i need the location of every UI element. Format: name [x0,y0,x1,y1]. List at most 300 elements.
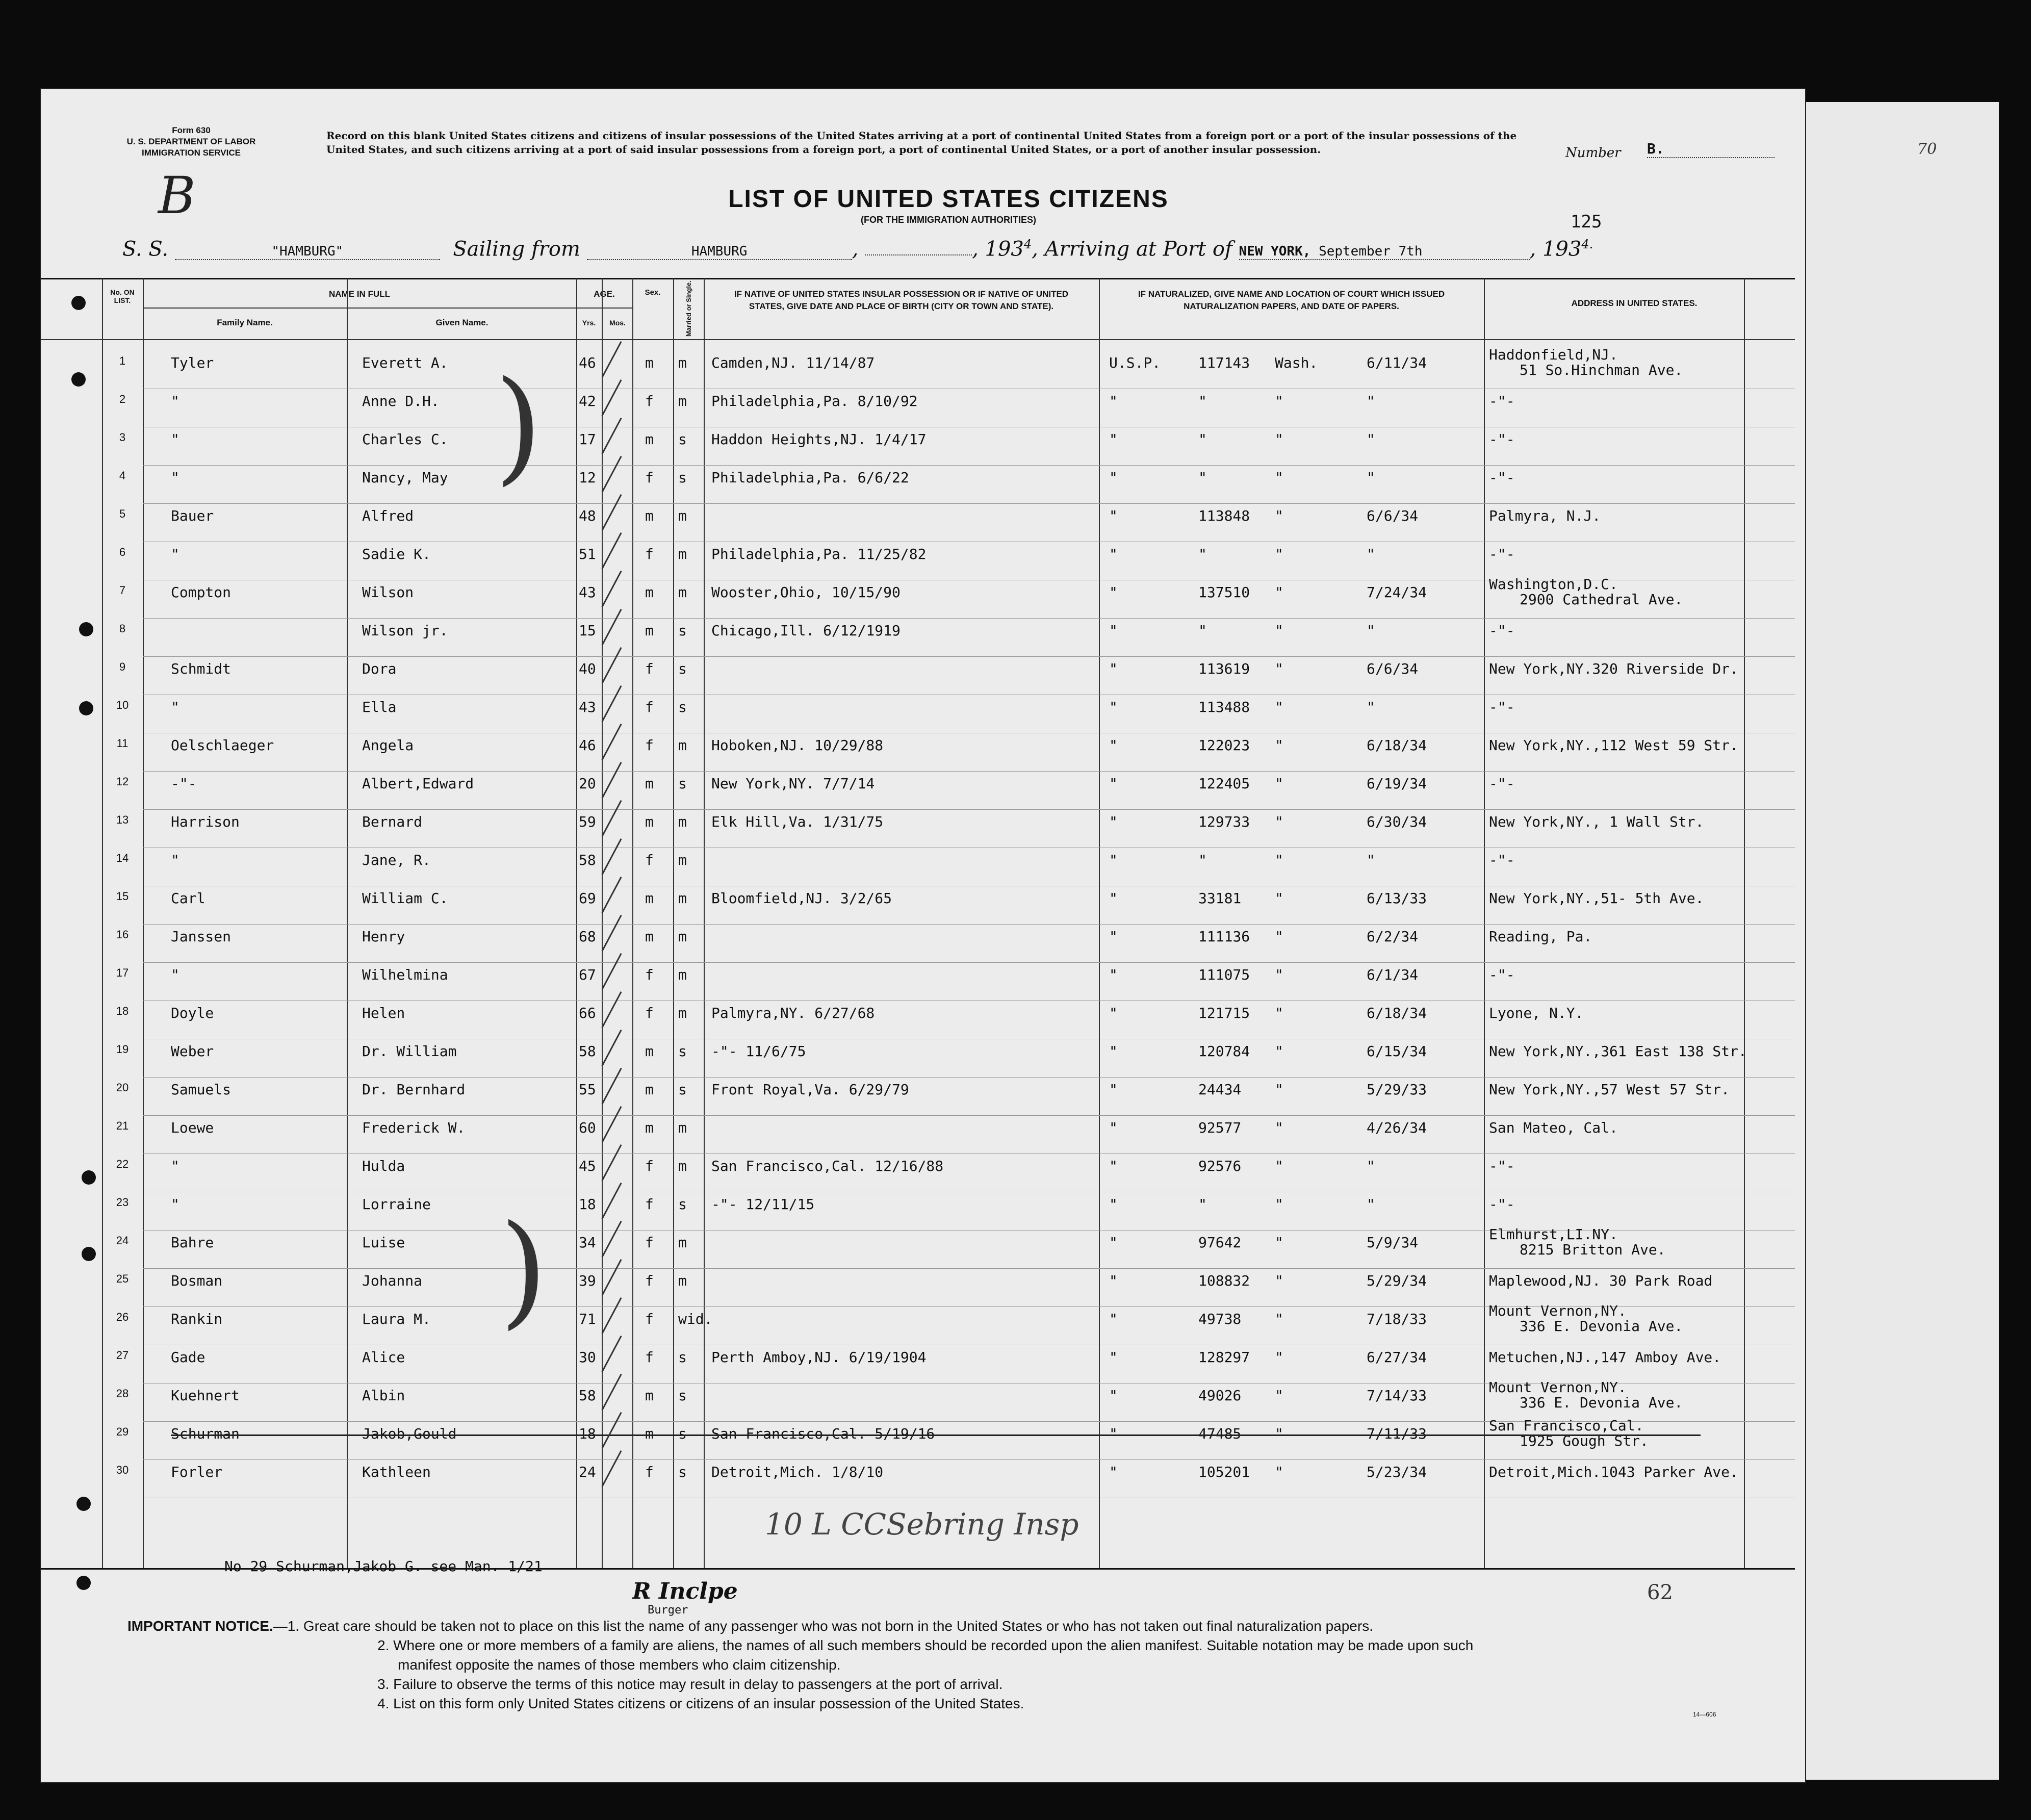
department: U. S. DEPARTMENT OF LABOR [126,137,256,146]
sex: f [645,660,654,677]
arriving-label: Arriving at Port of [1044,237,1232,261]
nat-number: 92577 [1198,1119,1242,1136]
family-name: Bahre [171,1234,214,1251]
arrival-port: NEW YORK, [1239,244,1311,260]
given-name: William C. [362,890,448,907]
marital-status: m [678,546,687,562]
birth-info: Wooster,Ohio, 10/15/90 [711,584,901,601]
sex: m [645,354,654,371]
row-rule [143,962,1795,963]
nat-date: 6/13/33 [1367,890,1427,907]
age-years: 67 [579,966,596,983]
given-name: Lorraine [362,1196,431,1213]
check-tick [601,877,622,913]
nat-number: 24434 [1198,1081,1242,1098]
address-line-1: -"- [1489,393,1515,409]
family-name: Janssen [171,928,232,945]
address-line-1: -"- [1489,966,1515,983]
nat-location: " [1275,813,1283,830]
nat-date: 5/9/34 [1367,1234,1419,1251]
row-rule [143,809,1795,810]
nat-court: " [1109,1158,1118,1174]
given-name: Luise [362,1234,405,1251]
check-tick [601,379,622,416]
family-name: Bosman [171,1272,223,1289]
marital-status: m [678,928,687,945]
nat-number: 47485 [1198,1425,1242,1442]
age-years: 69 [579,890,596,907]
nat-court: " [1109,584,1118,601]
age-years: 17 [579,431,596,448]
nat-number: 33181 [1198,890,1242,907]
col-no [102,278,144,339]
signature-sub: Burger [648,1604,688,1617]
nat-court: " [1109,1464,1118,1480]
nat-location: " [1275,469,1283,486]
check-tick [601,1144,622,1181]
check-tick [601,953,622,990]
col-birth [704,278,1100,339]
binding-hole [82,1170,96,1185]
address-line-1: San Mateo, Cal. [1489,1119,1618,1136]
sex: m [645,622,654,639]
row-no: 8 [119,622,126,635]
age-years: 30 [579,1349,596,1366]
marital-status: m [678,1119,687,1136]
address-line-1: -"- [1489,1196,1515,1213]
nat-location: " [1275,393,1283,409]
number-label: Number [1565,145,1621,161]
given-name: Wilson [362,584,414,601]
sex: m [645,1081,654,1098]
nat-location: " [1275,737,1283,754]
family-name: " [171,966,179,983]
given-name: Henry [362,928,405,945]
nat-number: 111075 [1198,966,1250,983]
nat-location: " [1275,1425,1283,1442]
vline [1484,278,1485,1568]
check-tick [601,991,622,1028]
col-mos-label: Mos. [609,319,626,327]
form-number: Form 630 [172,125,211,135]
birth-info: Palmyra,NY. 6/27/68 [711,1005,875,1021]
sex: f [645,699,654,715]
family-name: Forler [171,1464,223,1480]
nat-date: 4/26/34 [1367,1119,1427,1136]
sex: f [645,1464,654,1480]
nat-court: " [1109,1387,1118,1404]
sex: f [645,966,654,983]
col-name-label: NAME IN FULL [143,278,576,309]
binding-hole [76,1497,91,1511]
service-name: IMMIGRATION SERVICE [142,148,241,158]
check-tick [601,1450,622,1487]
nat-number: " [1198,1196,1207,1213]
sex: f [645,393,654,409]
nat-location: " [1275,507,1283,524]
nat-number: 128297 [1198,1349,1250,1366]
row-rule [143,1268,1795,1269]
marital-status: m [678,507,687,524]
address-line-1: -"- [1489,775,1515,792]
row-no: 10 [116,699,129,711]
row-no: 26 [116,1311,129,1323]
birth-info: Philadelphia,Pa. 8/10/92 [711,393,918,409]
arrival-date: September 7th [1319,244,1423,260]
nat-number: " [1198,546,1207,562]
notice-4: 4. List on this form only United States citizens or citizens of an insular possession of the United States. [377,1696,1024,1711]
strike-through [171,1434,1701,1436]
page-title: LIST OF UNITED STATES CITIZENS [728,186,1169,213]
sex: f [645,1196,654,1213]
address-line-1: New York,NY.,361 East 138 Str. [1489,1043,1747,1060]
family-name: Oelschlaeger [171,737,274,754]
row-rule [143,771,1795,772]
given-name: Everett A. [362,354,448,371]
sex: f [645,1311,654,1327]
marital-status: s [678,1196,687,1213]
signature: R Inclpe [632,1578,738,1604]
year-suffix-1: 4 [1023,237,1032,251]
nat-court: " [1109,1234,1118,1251]
address-line-2: 8215 Britton Ave. [1520,1241,1666,1258]
nat-number: 105201 [1198,1464,1250,1480]
given-name: Dr. William [362,1043,457,1060]
nat-number: " [1198,852,1207,868]
nat-location: " [1275,1043,1283,1060]
row-rule [143,1153,1795,1154]
age-years: 18 [579,1196,596,1213]
birth-info: Haddon Heights,NJ. 1/4/17 [711,431,927,448]
nat-number: 113848 [1198,507,1250,524]
row-no: 25 [116,1272,129,1285]
nat-location: " [1275,660,1283,677]
sex: m [645,813,654,830]
family-name: " [171,852,179,868]
vline [347,278,348,1568]
birth-info: Philadelphia,Pa. 6/6/22 [711,469,909,486]
col-sex [632,278,674,339]
nat-number: 113488 [1198,699,1250,715]
nat-number: " [1198,622,1207,639]
sex: m [645,1387,654,1404]
nat-court: " [1109,1311,1118,1327]
nat-date: 6/6/34 [1367,660,1419,677]
birth-info: Elk Hill,Va. 1/31/75 [711,813,884,830]
row-no: 5 [119,507,126,520]
nat-court: " [1109,890,1118,907]
check-tick [601,341,622,378]
page-subtitle: (FOR THE IMMIGRATION AUTHORITIES) [861,215,1036,225]
marital-status: m [678,852,687,868]
nat-location: " [1275,966,1283,983]
row-rule [143,924,1795,925]
row-rule [143,656,1795,657]
family-name: Compton [171,584,232,601]
nat-court: " [1109,928,1118,945]
notice-3: 3. Failure to observe the terms of this notice may result in delay to passengers at the port of arrival. [377,1676,1003,1692]
nat-date: 7/14/33 [1367,1387,1427,1404]
address-line-1: San Francisco,Cal. [1489,1417,1644,1434]
nat-court: " [1109,1349,1118,1366]
nat-location: " [1275,890,1283,907]
family-name: Kuehnert [171,1387,240,1404]
row-no: 6 [119,546,126,558]
sex: f [645,1234,654,1251]
address-line-2: 51 So.Hinchman Ave. [1520,362,1683,378]
nat-date: 5/29/33 [1367,1081,1427,1098]
nat-location: " [1275,622,1283,639]
family-bracket: ) [500,1198,548,1341]
row-no: 19 [116,1043,129,1056]
address-line-1: -"- [1489,622,1515,639]
nat-court: " [1109,469,1118,486]
age-years: 43 [579,699,596,715]
col-no-label: No. ON LIST. [110,288,135,304]
family-name: " [171,1158,179,1174]
marital-status: s [678,660,687,677]
vline [673,278,674,1568]
col-address-label: ADDRESS IN UNITED STATES. [1571,298,1698,308]
nat-location: " [1275,1081,1283,1098]
given-name: Albin [362,1387,405,1404]
given-name: Alice [362,1349,405,1366]
nat-court: " [1109,699,1118,715]
vline [102,278,103,1568]
sex: f [645,1272,654,1289]
binding-hole [82,1247,96,1261]
row-no: 4 [119,469,126,482]
marital-status: m [678,1272,687,1289]
given-name: Alfred [362,507,414,524]
marital-status: m [678,1234,687,1251]
nat-court: " [1109,622,1118,639]
nat-number: 137510 [1198,584,1250,601]
nat-date: 6/27/34 [1367,1349,1427,1366]
page-mark: 62 [1647,1581,1673,1604]
nat-location: " [1275,1349,1283,1366]
nat-court: " [1109,813,1118,830]
row-no: 15 [116,890,129,903]
address-line-1: Washington,D.C. [1489,576,1618,593]
nat-location: " [1275,584,1283,601]
age-years: 45 [579,1158,596,1174]
check-tick [601,571,622,607]
age-years: 46 [579,737,596,754]
nat-date: " [1367,699,1375,715]
address-line-1: Palmyra, N.J. [1489,507,1601,524]
age-years: 59 [579,813,596,830]
given-name: Jakob,Gould [362,1425,457,1442]
address-line-1: -"- [1489,852,1515,868]
nat-location: " [1275,431,1283,448]
col-married [673,278,705,339]
sex: f [645,469,654,486]
nat-location: " [1275,1311,1283,1327]
age-years: 20 [579,775,596,792]
nat-number: 92576 [1198,1158,1242,1174]
nat-number: 49026 [1198,1387,1242,1404]
age-years: 18 [579,1425,596,1442]
row-no: 27 [116,1349,129,1362]
sex: m [645,584,654,601]
nat-date: 6/15/34 [1367,1043,1427,1060]
check-tick [601,1259,622,1296]
check-tick [601,494,622,531]
age-years: 48 [579,507,596,524]
nat-location: " [1275,775,1283,792]
given-name: Hulda [362,1158,405,1174]
check-tick [601,762,622,799]
check-tick [601,418,622,454]
age-years: 58 [579,852,596,868]
age-years: 42 [579,393,596,409]
row-no: 21 [116,1119,129,1132]
address-line-2: 336 E. Devonia Ave. [1520,1394,1683,1411]
given-name: Kathleen [362,1464,431,1480]
family-name: Doyle [171,1005,214,1021]
age-years: 39 [579,1272,596,1289]
sex: m [645,1425,654,1442]
family-name: Samuels [171,1081,232,1098]
col-married-label: Married or Single. [684,280,692,337]
vline [602,278,603,1568]
address-line-1: Haddonfield,NJ. [1489,346,1618,363]
nat-date: 6/30/34 [1367,813,1427,830]
manifest-sheet [41,89,1937,1782]
instructions: Record on this blank United States citizens and citizens of insular possessions of the United States arriving at a port of continental United States from a foreign port or a port of the insular possessions of the United States, and such citizens arriving at a port of said insular possessions from a foreign port, a port of continental United States, or a port of another insular possession. [326,130,1517,156]
footnote: No 29 Schurman,Jakob G. see Man. 1/21 [224,1558,543,1575]
address-line-1: Mount Vernon,NY. [1489,1302,1627,1319]
nat-date: " [1367,1196,1375,1213]
sex: m [645,431,654,448]
row-no: 2 [119,393,126,405]
binding-hole [79,701,93,715]
marital-status: m [678,1005,687,1021]
nat-location: " [1275,1158,1283,1174]
given-name: Sadie K. [362,546,431,562]
check-tick [601,532,622,569]
family-name: Harrison [171,813,240,830]
marital-status: s [678,1081,687,1098]
address-line-1: Detroit,Mich.1043 Parker Ave. [1489,1464,1738,1480]
nat-number: 122023 [1198,737,1250,754]
family-name: " [171,1196,179,1213]
vline [1744,278,1745,1568]
notice-2: 2. Where one or more members of a family are aliens, the names of all such members should be recorded upon the alien manifest. Suitable notation may be made upon such [377,1637,1474,1653]
nat-court: " [1109,660,1118,677]
nat-number: 111136 [1198,928,1250,945]
sex: m [645,890,654,907]
birth-info: San Francisco,Cal. 12/16/88 [711,1158,944,1174]
row-no: 12 [116,775,129,788]
age-years: 46 [579,354,596,371]
family-name: Rankin [171,1311,223,1327]
row-no: 22 [116,1158,129,1170]
check-tick [601,915,622,952]
marital-status: wid. [678,1311,713,1327]
header-bottom-rule [41,339,1795,340]
sex: m [645,1119,654,1136]
age-years: 24 [579,1464,596,1480]
birth-info: Philadelphia,Pa. 11/25/82 [711,546,927,562]
nat-court: " [1109,1005,1118,1021]
check-tick [601,1412,622,1449]
given-name: Ella [362,699,397,715]
nat-court: " [1109,546,1118,562]
row-no: 1 [119,354,126,367]
row-no: 14 [116,852,129,864]
col-naturalized-label: IF NATURALIZED, GIVE NAME AND LOCATION OF COURT WHICH ISSUED NATURALIZATION PAPERS, AND DATE OF PAPERS. [1138,289,1445,311]
marital-status: m [678,966,687,983]
age-years: 43 [579,584,596,601]
check-tick [601,838,622,875]
nat-location: " [1275,1005,1283,1021]
family-name: Schurman [171,1425,240,1442]
family-name: " [171,393,179,409]
nat-date: 6/1/34 [1367,966,1419,983]
vline [1099,278,1100,1568]
age-years: 58 [579,1043,596,1060]
nat-date: 6/2/34 [1367,928,1419,945]
address-line-1: Elmhurst,LI.NY. [1489,1226,1618,1243]
col-age-label: AGE. [576,278,632,309]
marital-status: m [678,584,687,601]
address-line-1: New York,NY.320 Riverside Dr. [1489,660,1738,677]
ship-name: "HAMBURG" [175,244,440,260]
given-name: Angela [362,737,414,754]
nat-court: " [1109,1425,1118,1442]
address-line-1: -"- [1489,699,1515,715]
sex: m [645,775,654,792]
nat-court: " [1109,852,1118,868]
nat-date: " [1367,469,1375,486]
col-given-label: Given Name. [435,318,489,327]
nat-date: 5/23/34 [1367,1464,1427,1480]
address-line-1: New York,NY.,112 West 59 Str. [1489,737,1738,754]
departure-port: HAMBURG [587,244,852,260]
family-name: Gade [171,1349,205,1366]
col-sex-label: Sex. [645,288,661,297]
marital-status: m [678,813,687,830]
nat-number: 120784 [1198,1043,1250,1060]
nat-court: " [1109,966,1118,983]
row-rule [143,465,1795,466]
marital-status: s [678,1464,687,1480]
marital-status: s [678,1043,687,1060]
family-name: Loewe [171,1119,214,1136]
nat-date: 6/19/34 [1367,775,1427,792]
family-name: " [171,431,179,448]
col-address [1484,278,1785,339]
given-name: Anne D.H. [362,393,440,409]
nat-location: " [1275,1272,1283,1289]
row-no: 13 [116,813,129,826]
birth-info: Chicago,Ill. 6/12/1919 [711,622,901,639]
check-tick [601,1106,622,1143]
nat-number: 97642 [1198,1234,1242,1251]
sailing-label: Sailing from [453,237,580,261]
number-value: B. [1647,140,1775,158]
nat-number: 129733 [1198,813,1250,830]
nat-date: 6/6/34 [1367,507,1419,524]
marital-status: s [678,775,687,792]
vline [143,278,144,1568]
nat-location: " [1275,1119,1283,1136]
nat-date: " [1367,393,1375,409]
nat-location: " [1275,928,1283,945]
age-years: 71 [579,1311,596,1327]
